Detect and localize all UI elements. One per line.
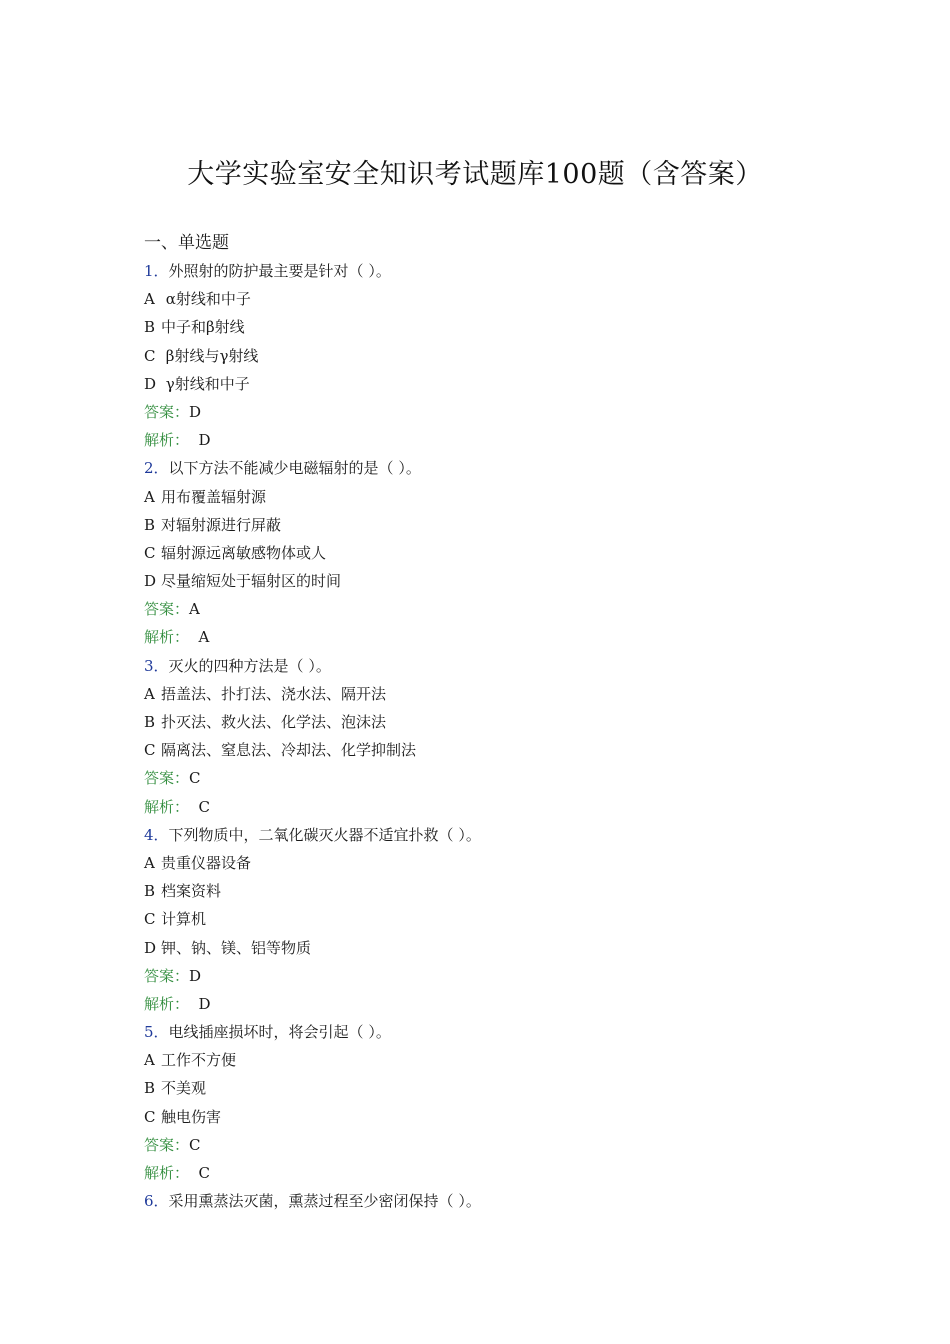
- analysis-label: 解析：: [144, 628, 190, 647]
- question-text: 外照射的防护最主要是针对（ ）。: [168, 262, 391, 280]
- analysis-line: [144, 793, 864, 821]
- option-text: 隔离法、窒息法、冷却法、化学抑制法: [161, 741, 417, 760]
- document-title: 大学实验室安全知识考试题库100题（含答案）: [187, 159, 763, 190]
- question-number: 2．: [144, 459, 169, 478]
- answer-line: [144, 764, 864, 792]
- answer-value: A: [189, 600, 200, 619]
- analysis-value: C: [189, 1164, 211, 1182]
- analysis-line: [144, 426, 864, 454]
- option-b: [144, 313, 864, 341]
- question-stem: [144, 821, 864, 849]
- option-letter: C: [144, 346, 156, 365]
- answer-value: C: [189, 1135, 201, 1154]
- question-list: [144, 229, 864, 1215]
- option-c: [144, 736, 864, 764]
- option-letter: B: [144, 1079, 156, 1098]
- option-letter: C: [144, 741, 156, 760]
- question-text: 灭火的四种方法是（ ）。: [168, 656, 331, 675]
- option-c: [144, 1103, 864, 1131]
- option-b: [144, 877, 864, 905]
- option-text: 对辐射源进行屏蔽: [161, 515, 282, 534]
- question-stem: [144, 257, 864, 285]
- option-text: 辐射源远离敏感物体或人: [161, 543, 327, 562]
- option-letter: A: [144, 684, 155, 703]
- option-d: [144, 567, 864, 595]
- question-text: 以下方法不能减少电磁辐射的是（ ）。: [168, 459, 421, 478]
- option-letter: B: [144, 318, 156, 337]
- option-text: 尽量缩短处于辐射区的时间: [161, 572, 342, 591]
- question-stem: [144, 1018, 864, 1046]
- answer-line: [144, 398, 864, 426]
- answer-label: 答案：: [144, 1135, 190, 1154]
- option-letter: A: [144, 487, 155, 506]
- answer-value: C: [189, 769, 201, 788]
- option-text: 档案资料: [161, 882, 222, 901]
- option-text: 中子和β射线: [161, 318, 245, 337]
- analysis-label: 解析：: [144, 1164, 190, 1182]
- analysis-label: 解析：: [144, 797, 190, 816]
- question-number: 4．: [144, 825, 169, 844]
- option-letter: C: [144, 543, 156, 562]
- answer-label: 答案：: [144, 402, 190, 421]
- option-letter: A: [144, 1051, 155, 1070]
- option-text: 工作不方便: [161, 1051, 237, 1070]
- option-letter: A: [144, 853, 155, 872]
- answer-label: 答案：: [144, 769, 190, 788]
- option-letter: C: [144, 1107, 156, 1126]
- option-text: 扑灭法、救火法、化学法、泡沫法: [161, 713, 387, 731]
- question-number: 3．: [144, 656, 169, 675]
- option-d: [144, 934, 864, 962]
- option-text: 计算机: [161, 910, 207, 929]
- analysis-line: [144, 990, 864, 1018]
- question-text: 采用熏蒸法灭菌，熏蒸过程至少密闭保持（ ）。: [168, 1192, 481, 1211]
- option-c: [144, 539, 864, 567]
- option-c: [144, 905, 864, 933]
- analysis-value: A: [189, 628, 210, 647]
- option-a: [144, 285, 864, 313]
- option-letter: D: [144, 938, 157, 957]
- option-letter: B: [144, 515, 156, 534]
- analysis-line: [144, 623, 864, 651]
- analysis-value: D: [189, 994, 211, 1013]
- section-heading: 一、单选题: [144, 233, 229, 253]
- answer-value: D: [189, 966, 202, 985]
- analysis-value: D: [189, 431, 211, 450]
- option-a: [144, 849, 864, 877]
- option-letter: B: [144, 713, 156, 731]
- analysis-label: 解析：: [144, 431, 190, 450]
- option-a: [144, 1046, 864, 1074]
- option-text: 捂盖法、扑打法、浇水法、隔开法: [161, 684, 387, 703]
- option-c: [144, 342, 864, 370]
- option-text: 用布覆盖辐射源: [161, 487, 267, 506]
- answer-label: 答案：: [144, 966, 190, 985]
- answer-value: D: [189, 402, 202, 421]
- question-stem: [144, 652, 864, 680]
- option-text: β射线与γ射线: [161, 346, 259, 365]
- option-letter: D: [144, 374, 157, 393]
- option-text: 触电伤害: [161, 1107, 222, 1126]
- question-text: 电线插座损坏时，将会引起（ ）。: [168, 1023, 391, 1042]
- option-b: [144, 1074, 864, 1102]
- question-number: 5．: [144, 1023, 169, 1042]
- option-d: [144, 370, 864, 398]
- option-text: 不美观: [161, 1079, 207, 1098]
- question-number: 6．: [144, 1192, 169, 1211]
- question-text: 下列物质中，二氧化碳灭火器不适宜扑救（ ）。: [168, 825, 481, 844]
- analysis-line: [144, 1159, 864, 1187]
- answer-label: 答案：: [144, 600, 190, 619]
- option-text: γ射线和中子: [161, 374, 250, 393]
- option-text: α射线和中子: [161, 290, 251, 309]
- option-letter: D: [144, 572, 157, 591]
- option-letter: B: [144, 882, 156, 901]
- question-number: 1．: [144, 262, 169, 280]
- option-a: [144, 680, 864, 708]
- answer-line: [144, 1131, 864, 1159]
- option-letter: A: [144, 290, 155, 309]
- option-a: [144, 483, 864, 511]
- answer-line: [144, 962, 864, 990]
- analysis-label: 解析：: [144, 994, 190, 1013]
- question-stem: [144, 454, 864, 482]
- answer-line: [144, 595, 864, 623]
- option-b: [144, 511, 864, 539]
- option-text: 贵重仪器设备: [161, 853, 252, 872]
- analysis-value: C: [189, 797, 211, 816]
- question-stem: [144, 1187, 864, 1215]
- option-letter: C: [144, 910, 156, 929]
- option-b: [144, 708, 864, 736]
- option-text: 钾、钠、镁、铝等物质: [161, 938, 312, 957]
